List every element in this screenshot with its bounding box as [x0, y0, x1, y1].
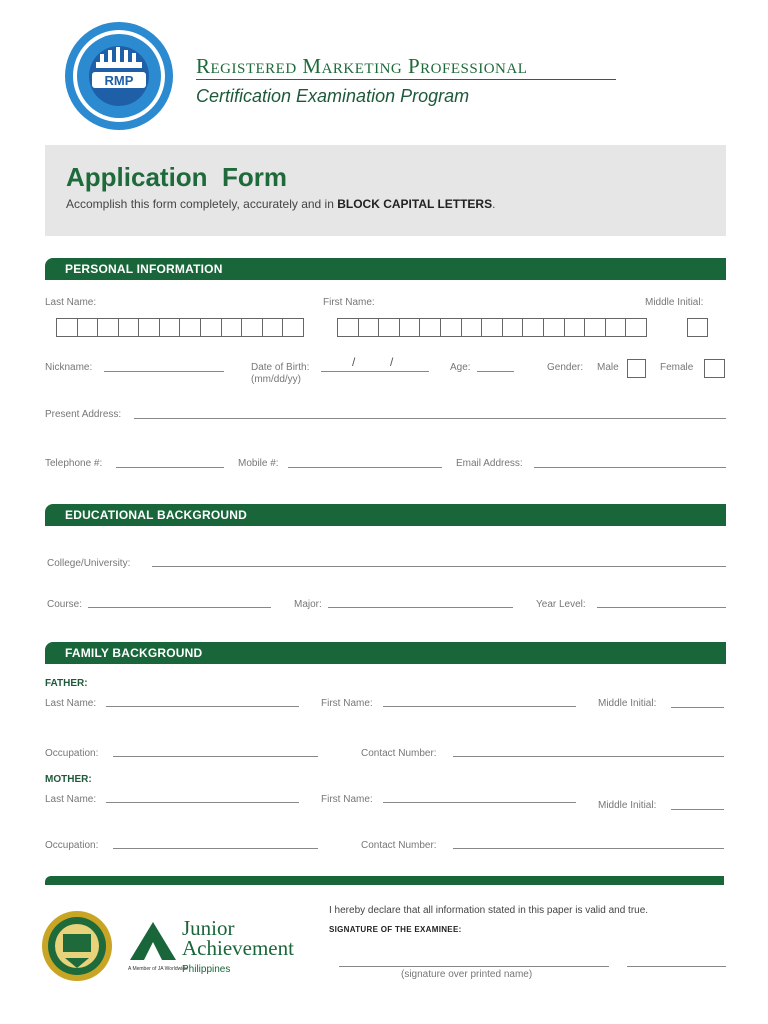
program-subtitle: Certification Examination Program	[196, 86, 470, 106]
mother-last-name-line[interactable]	[106, 802, 299, 803]
mother-contact-label: Contact Number:	[361, 840, 437, 851]
father-middle-initial-line[interactable]	[671, 707, 724, 708]
father-contact-label: Contact Number:	[361, 748, 437, 759]
declaration-text: I hereby declare that all information stated in this paper is valid and true.	[329, 905, 649, 916]
mobile-label: Mobile #:	[238, 458, 279, 469]
father-contact-line[interactable]	[453, 756, 724, 757]
mother-occupation-line[interactable]	[113, 848, 318, 849]
ja-tagline: A Member of JA Worldwide	[128, 966, 188, 972]
first-name-boxes[interactable]	[337, 318, 647, 337]
mother-contact-line[interactable]	[453, 848, 724, 849]
year-level-label: Year Level:	[536, 599, 586, 610]
father-first-name-line[interactable]	[383, 706, 576, 707]
major-line[interactable]	[328, 607, 513, 608]
male-checkbox[interactable]	[627, 359, 646, 378]
address-label: Present Address:	[45, 409, 122, 420]
father-occupation-line[interactable]	[113, 756, 318, 757]
section-personal-information: PERSONAL INFORMATION	[45, 258, 726, 280]
mobile-line[interactable]	[288, 467, 442, 468]
gender-label: Gender:	[547, 362, 584, 373]
section-educational-background: EDUCATIONAL BACKGROUND	[45, 504, 726, 526]
father-last-name-label: Last Name:	[45, 698, 97, 709]
email-line[interactable]	[534, 467, 726, 468]
ja-name-line2: Achievement	[182, 936, 294, 960]
mother-middle-initial-line[interactable]	[671, 809, 724, 810]
course-line[interactable]	[88, 607, 271, 608]
middle-initial-label: Middle Initial:	[645, 297, 704, 308]
mother-occupation-label: Occupation:	[45, 840, 99, 851]
mother-first-name-label: First Name:	[321, 794, 373, 805]
middle-initial-box[interactable]	[687, 318, 708, 337]
college-line[interactable]	[152, 566, 726, 567]
title-underline	[196, 79, 616, 80]
last-name-label: Last Name:	[45, 297, 97, 308]
age-label: Age:	[450, 362, 471, 373]
father-occupation-label: Occupation:	[45, 748, 99, 759]
nickname-label: Nickname:	[45, 362, 93, 373]
dob-slash-2: /	[390, 355, 394, 369]
form-instruction: Accomplish this form completely, accurately and in BLOCK CAPITAL LETTERS.	[66, 197, 496, 211]
email-label: Email Address:	[456, 458, 523, 469]
signature-caption: (signature over printed name)	[401, 969, 533, 980]
father-middle-initial-label: Middle Initial:	[598, 698, 657, 709]
father-first-name-label: First Name:	[321, 698, 373, 709]
year-level-line[interactable]	[597, 607, 726, 608]
telephone-label: Telephone #:	[45, 458, 103, 469]
program-title: Registered Marketing Professional	[196, 54, 528, 78]
dob-format-hint: (mm/dd/yy)	[251, 374, 301, 385]
footer-divider	[45, 876, 724, 885]
date-line[interactable]	[627, 966, 726, 967]
college-label: College/University:	[47, 558, 131, 569]
ja-name-line1: Junior	[182, 916, 235, 940]
dob-label: Date of Birth:	[251, 362, 310, 373]
section-family-background: FAMILY BACKGROUND	[45, 642, 726, 664]
ja-country: Philippines	[182, 964, 231, 975]
telephone-line[interactable]	[116, 467, 224, 468]
female-label: Female	[660, 362, 694, 373]
mother-middle-initial-label: Middle Initial:	[598, 800, 657, 811]
rmp-logo	[58, 20, 180, 132]
mother-first-name-line[interactable]	[383, 802, 576, 803]
seal-logo	[41, 910, 113, 982]
signature-label: SIGNATURE OF THE EXAMINEE:	[329, 925, 462, 934]
male-label: Male	[597, 362, 619, 373]
address-line[interactable]	[134, 418, 726, 419]
last-name-boxes[interactable]	[56, 318, 304, 337]
junior-achievement-logo	[128, 918, 178, 962]
female-checkbox[interactable]	[704, 359, 725, 378]
father-last-name-line[interactable]	[106, 706, 299, 707]
dob-slash-1: /	[352, 355, 356, 369]
form-title: Application Form	[66, 162, 287, 192]
mother-last-name-label: Last Name:	[45, 794, 97, 805]
first-name-label: First Name:	[323, 297, 375, 308]
major-label: Major:	[294, 599, 322, 610]
age-line[interactable]	[477, 371, 514, 372]
signature-line[interactable]	[339, 966, 609, 967]
dob-line[interactable]	[321, 371, 429, 372]
course-label: Course:	[47, 599, 83, 610]
father-heading: FATHER:	[45, 678, 88, 689]
logo-text: RMP	[104, 73, 134, 88]
mother-heading: MOTHER:	[45, 774, 92, 785]
nickname-line[interactable]	[104, 371, 224, 372]
